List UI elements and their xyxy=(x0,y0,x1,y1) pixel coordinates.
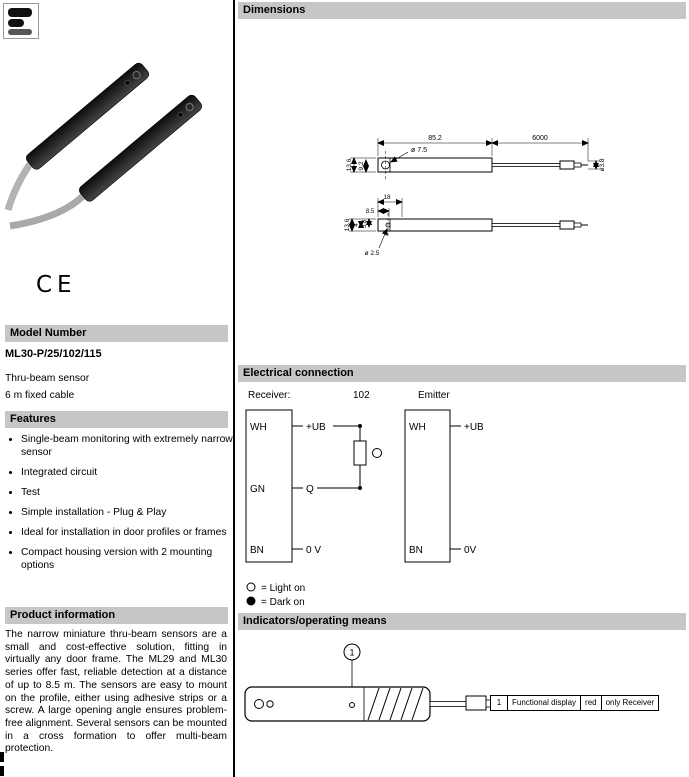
emitter-pin-signal: 0V xyxy=(464,545,477,556)
indicator-color: red xyxy=(581,695,602,711)
indicator-index: 1 xyxy=(490,695,508,711)
model-number: ML30-P/25/102/115 xyxy=(5,348,102,360)
section-header-model-number: Model Number xyxy=(5,325,228,342)
column-divider xyxy=(233,0,235,777)
model-type: Thru-beam sensor xyxy=(5,373,90,384)
dark-on-icon xyxy=(247,597,255,605)
feature-item: • Integrated circuit xyxy=(21,466,243,479)
legend-dark-on: = Dark on xyxy=(261,597,305,608)
junction-dot xyxy=(358,424,362,428)
load-resistor xyxy=(354,441,366,465)
section-header-indicators: Indicators/operating means xyxy=(238,613,686,630)
emitter-pin-wire: BN xyxy=(409,545,423,556)
dim-offset1: 5.8 xyxy=(362,219,368,229)
feature-item: • Test xyxy=(21,486,243,499)
indicator-note: only Receiver xyxy=(602,695,659,711)
legend-light-on: = Light on xyxy=(261,583,306,594)
callout-number: 1 xyxy=(349,647,355,658)
feature-item: • Compact housing version with 2 mounting options xyxy=(21,546,243,572)
side-view xyxy=(350,138,600,179)
receiver-pin-wire: GN xyxy=(250,484,265,495)
dimensions-drawing xyxy=(238,22,686,360)
ce-mark: CE xyxy=(36,272,77,298)
junction-dot xyxy=(358,486,362,490)
feature-item: • Ideal for installation in door profiles or frames xyxy=(21,526,243,539)
dim-cable-diameter: ø3.8 xyxy=(599,158,606,172)
dim-cap-width: 18 xyxy=(383,194,391,201)
dim-height2: 13.6 xyxy=(344,218,351,232)
features-list xyxy=(5,433,243,579)
feature-item: • Simple installation - Plug & Play xyxy=(21,506,243,519)
receiver-label: Receiver: xyxy=(248,390,291,401)
light-on-symbol xyxy=(373,449,382,458)
top-view xyxy=(349,198,588,248)
indicator-name: Functional display xyxy=(508,695,581,711)
sensor-cable-1 xyxy=(8,164,30,210)
dim-length: 85.2 xyxy=(428,135,442,142)
dim-offset2: 4 xyxy=(354,223,360,227)
section-header-electrical: Electrical connection xyxy=(238,365,686,382)
model-cable: 6 m fixed cable xyxy=(5,390,75,401)
model-ref-label: 102 xyxy=(353,390,370,401)
led-window-icon xyxy=(267,701,273,707)
receiver-pin-signal: +UB xyxy=(306,422,326,433)
receiver-pin-wire: BN xyxy=(250,545,264,556)
section-header-dimensions: Dimensions xyxy=(238,2,686,19)
feature-item: • Single-beam monitoring with extremely narrow sensor xyxy=(21,433,243,459)
light-on-icon xyxy=(247,583,255,591)
electrical-connection-diagram xyxy=(238,385,686,613)
sensor-cable-2 xyxy=(10,196,83,226)
indicator-table xyxy=(490,695,659,711)
receiver-pin-signal: Q xyxy=(306,484,314,495)
product-info-text: The narrow miniature thru-beam sensors are a small and cost-effective solution, fitting in virtually any door frame. The ML29 and ML30 series offer fast, reliable detection at a distance of up to 8.5 m. The sensors are easy to mount on the profile, either using adhesive strips or a screw. A large opening angle ensures problem-free alignment. Several sensors can be mounted in a cross formation to offer multi-beam protection. xyxy=(5,629,227,755)
emitter-label: Emitter xyxy=(418,390,450,401)
emitter-pin-wire: WH xyxy=(409,422,426,433)
product-photo xyxy=(5,48,215,233)
emitter-pin-signal: +UB xyxy=(464,422,484,433)
dim-mount-hole: ø 2.5 xyxy=(364,250,380,257)
dim-hole-offset: 8.5 xyxy=(365,209,375,215)
section-header-features: Features xyxy=(5,411,228,428)
dim-depth: 9.2 xyxy=(358,161,365,171)
dim-front-hole: ø 7.5 xyxy=(411,147,427,154)
receiver-pin-wire: WH xyxy=(250,422,267,433)
functional-display-target xyxy=(350,703,355,708)
receiver-pin-signal: 0 V xyxy=(306,545,322,556)
section-header-product-information: Product information xyxy=(5,607,228,624)
print-mark xyxy=(0,766,4,776)
dim-cable-length: 6000 xyxy=(532,135,548,142)
indicators-drawing xyxy=(238,635,686,775)
print-mark xyxy=(0,752,4,762)
dim-height: 13.6 xyxy=(346,158,353,172)
brand-logo xyxy=(3,3,39,39)
led-window-icon xyxy=(255,700,264,709)
